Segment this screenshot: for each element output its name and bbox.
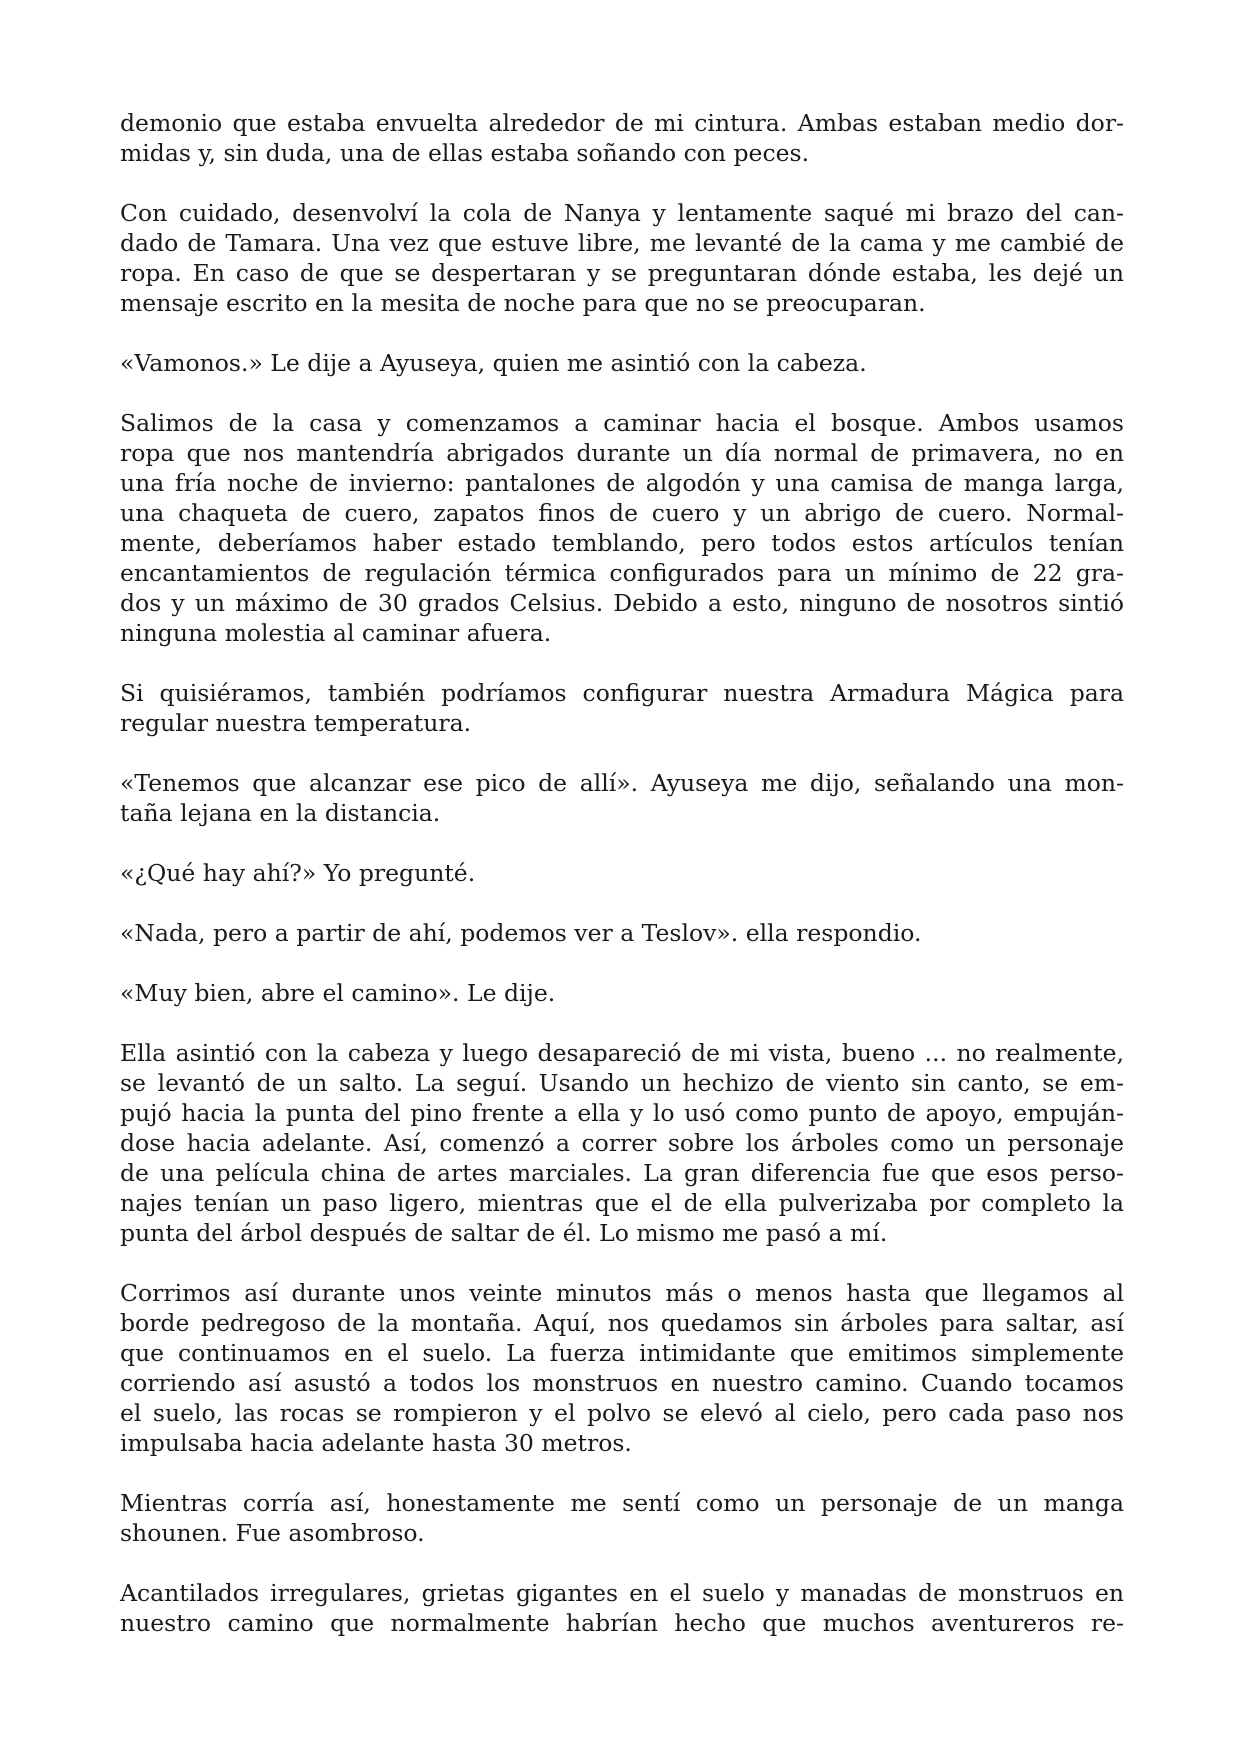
paragraph	[120, 1578, 1124, 1638]
text-line: midas y, sin duda, una de ellas estaba soñando con peces.	[120, 139, 810, 167]
paragraph	[120, 978, 1124, 1008]
text-line: corriendo así asustó a todos los monstruos en nuestro camino. Cuando tocamos	[120, 1369, 1124, 1397]
text-line: Acantilados irregulares, grietas gigantes en el suelo y manadas de monstruos en	[120, 1579, 1124, 1607]
paragraph	[120, 918, 1124, 948]
text-line: ropa que nos mantendría abrigados durante un día normal de primavera, no en	[120, 439, 1124, 467]
text-line: punta del árbol después de saltar de él. Lo mismo me pasó a mí.	[120, 1219, 888, 1247]
text-line: ropa. En caso de que se despertaran y se preguntaran dónde estaba, les dejé un	[120, 259, 1124, 287]
text-line: «Tenemos que alcanzar ese pico de allí». Ayuseya me dijo, señalando una mon-	[120, 769, 1124, 797]
text-line: najes tenían un paso ligero, mientras que el de ella pulverizaba por completo la	[120, 1189, 1124, 1217]
text-line: Si quisiéramos, también podríamos configurar nuestra Armadura Mágica para	[120, 679, 1124, 707]
text-line: Con cuidado, desenvolví la cola de Nanya y lentamente saqué mi brazo del can-	[120, 199, 1124, 227]
text-line: «Muy bien, abre el camino». Le dije.	[120, 979, 556, 1007]
text-line: demonio que estaba envuelta alrededor de mi cintura. Ambas estaban medio dor-	[120, 109, 1124, 137]
paragraph	[120, 1038, 1124, 1248]
text-line: encantamientos de regulación térmica configurados para un mínimo de 22 gra-	[120, 559, 1124, 587]
text-line: Salimos de la casa y comenzamos a caminar hacia el bosque. Ambos usamos	[120, 409, 1124, 437]
text-line: de una película china de artes marciales. La gran diferencia fue que esos perso-	[120, 1159, 1124, 1187]
text-line: borde pedregoso de la montaña. Aquí, nos quedamos sin árboles para saltar, así	[120, 1309, 1124, 1337]
text-line: nuestro camino que normalmente habrían hecho que muchos aventureros re-	[120, 1609, 1124, 1637]
text-line: «Vamonos.» Le dije a Ayuseya, quien me asintió con la cabeza.	[120, 349, 867, 377]
text-line: «Nada, pero a partir de ahí, podemos ver a Teslov». ella respondio.	[120, 919, 922, 947]
text-line: dose hacia adelante. Así, comenzó a correr sobre los árboles como un personaje	[120, 1129, 1124, 1157]
text-line: taña lejana en la distancia.	[120, 799, 441, 827]
paragraph	[120, 768, 1124, 828]
text-line: que continuamos en el suelo. La fuerza intimidante que emitimos simplemente	[120, 1339, 1124, 1367]
paragraph	[120, 408, 1124, 648]
paragraph	[120, 348, 1124, 378]
text-line: mensaje escrito en la mesita de noche para que no se preocuparan.	[120, 289, 926, 317]
paragraph	[120, 198, 1124, 318]
text-line: Corrimos así durante unos veinte minutos más o menos hasta que llegamos al	[120, 1279, 1124, 1307]
paragraph	[120, 108, 1124, 168]
paragraph	[120, 1278, 1124, 1458]
text-line: shounen. Fue asombroso.	[120, 1519, 425, 1547]
paragraph	[120, 678, 1124, 738]
text-line: «¿Qué hay ahí?» Yo pregunté.	[120, 859, 476, 887]
text-line: Mientras corría así, honestamente me sentí como un personaje de un manga	[120, 1489, 1124, 1517]
text-line: dado de Tamara. Una vez que estuve libre, me levanté de la cama y me cambié de	[120, 229, 1124, 257]
paragraph	[120, 1488, 1124, 1548]
text-line: se levantó de un salto. La seguí. Usando un hechizo de viento sin canto, se em-	[120, 1069, 1124, 1097]
text-line: una fría noche de invierno: pantalones de algodón y una camisa de manga larga,	[120, 469, 1124, 497]
text-line: regular nuestra temperatura.	[120, 709, 472, 737]
paragraph	[120, 858, 1124, 888]
text-line: el suelo, las rocas se rompieron y el polvo se elevó al cielo, pero cada paso nos	[120, 1399, 1124, 1427]
text-line: pujó hacia la punta del pino frente a ella y lo usó como punto de apoyo, empuján-	[120, 1099, 1124, 1127]
text-line: una chaqueta de cuero, zapatos finos de cuero y un abrigo de cuero. Normal-	[120, 499, 1124, 527]
document-page	[120, 108, 1124, 1668]
text-line: mente, deberíamos haber estado temblando, pero todos estos artículos tenían	[120, 529, 1124, 557]
text-line: dos y un máximo de 30 grados Celsius. Debido a esto, ninguno de nosotros sintió	[120, 589, 1124, 617]
text-line: ninguna molestia al caminar afuera.	[120, 619, 552, 647]
text-line: impulsaba hacia adelante hasta 30 metros.	[120, 1429, 632, 1457]
text-line: Ella asintió con la cabeza y luego desapareció de mi vista, bueno ... no realmente,	[120, 1039, 1124, 1067]
